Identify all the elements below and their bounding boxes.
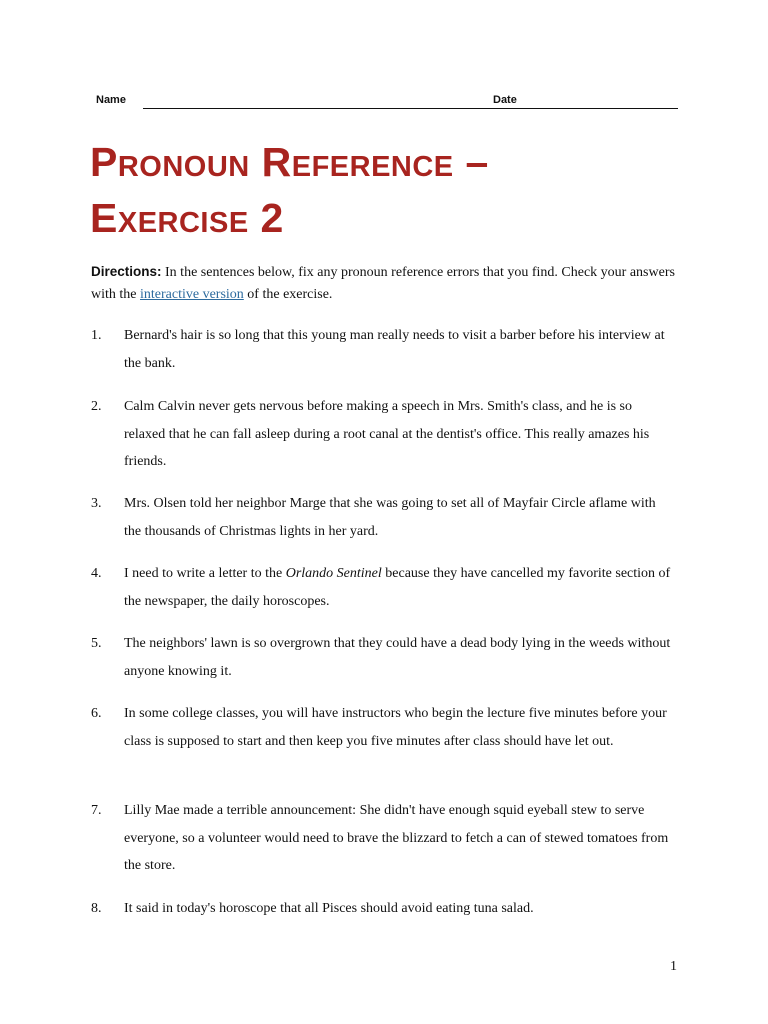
item-number: 2. (91, 399, 102, 414)
name-line (143, 108, 533, 109)
item-text-after: because they have cancelled my favorite section of the newspaper, the daily horoscopes. (124, 566, 671, 609)
newspaper-title: Orlando Sentinel (285, 566, 382, 581)
date-line (530, 108, 678, 109)
item-number: 4. (91, 566, 102, 581)
title-line-1: Pronoun Reference – (90, 139, 489, 185)
item-text: Bernard's hair is so long that this young man really needs to visit a barber before his interview at the bank. (124, 328, 665, 371)
item-text: Mrs. Olsen told her neighbor Marge that she was going to set all of Mayfair Circle aflame with the thousands of Christmas lights in her yard. (124, 496, 656, 539)
interactive-version-link[interactable]: interactive version (140, 287, 244, 302)
item-number: 5. (91, 636, 102, 651)
item-text: The neighbors' lawn is so overgrown that they could have a dead body lying in the weeds without anyone knowing it. (124, 636, 671, 679)
item-text: It said in today's horoscope that all Pisces should avoid eating tuna salad. (124, 901, 534, 916)
item-number: 1. (91, 328, 102, 343)
item-number: 6. (91, 706, 102, 721)
item-text: Lilly Mae made a terrible announcement: She didn't have enough squid eyeball stew to serve everyone, so a volunteer would need to brave the blizzard to fetch a can of stewed tomatoes from the store. (124, 803, 669, 873)
date-label: Date (493, 94, 517, 106)
item-text (124, 560, 674, 615)
directions-lead: Directions: (91, 264, 162, 279)
page-number: 1 (670, 959, 677, 974)
item-text: Calm Calvin never gets nervous before making a speech in Mrs. Smith's class, and he is so relaxed that he can fall asleep during a root canal at the dentist's office. This really amazes his friends. (124, 399, 650, 469)
name-label: Name (96, 94, 126, 106)
directions-text-after: of the exercise. (243, 287, 333, 302)
item-number: 8. (91, 901, 102, 916)
title-line-2: Exercise 2 (90, 195, 284, 241)
name-date-row (96, 93, 678, 111)
item-number: 3. (91, 496, 102, 511)
item-text-before: I need to write a letter to the (124, 566, 286, 581)
directions (91, 261, 681, 306)
page-title (90, 134, 710, 246)
item-text: In some college classes, you will have instructors who begin the lecture five minutes before your class is supposed to start and then keep you five minutes after class should have let out. (124, 706, 667, 749)
item-number: 7. (91, 803, 102, 818)
directions-text-before: In the sentences below, fix any pronoun reference errors that you find. Check your answers with the (91, 265, 675, 302)
